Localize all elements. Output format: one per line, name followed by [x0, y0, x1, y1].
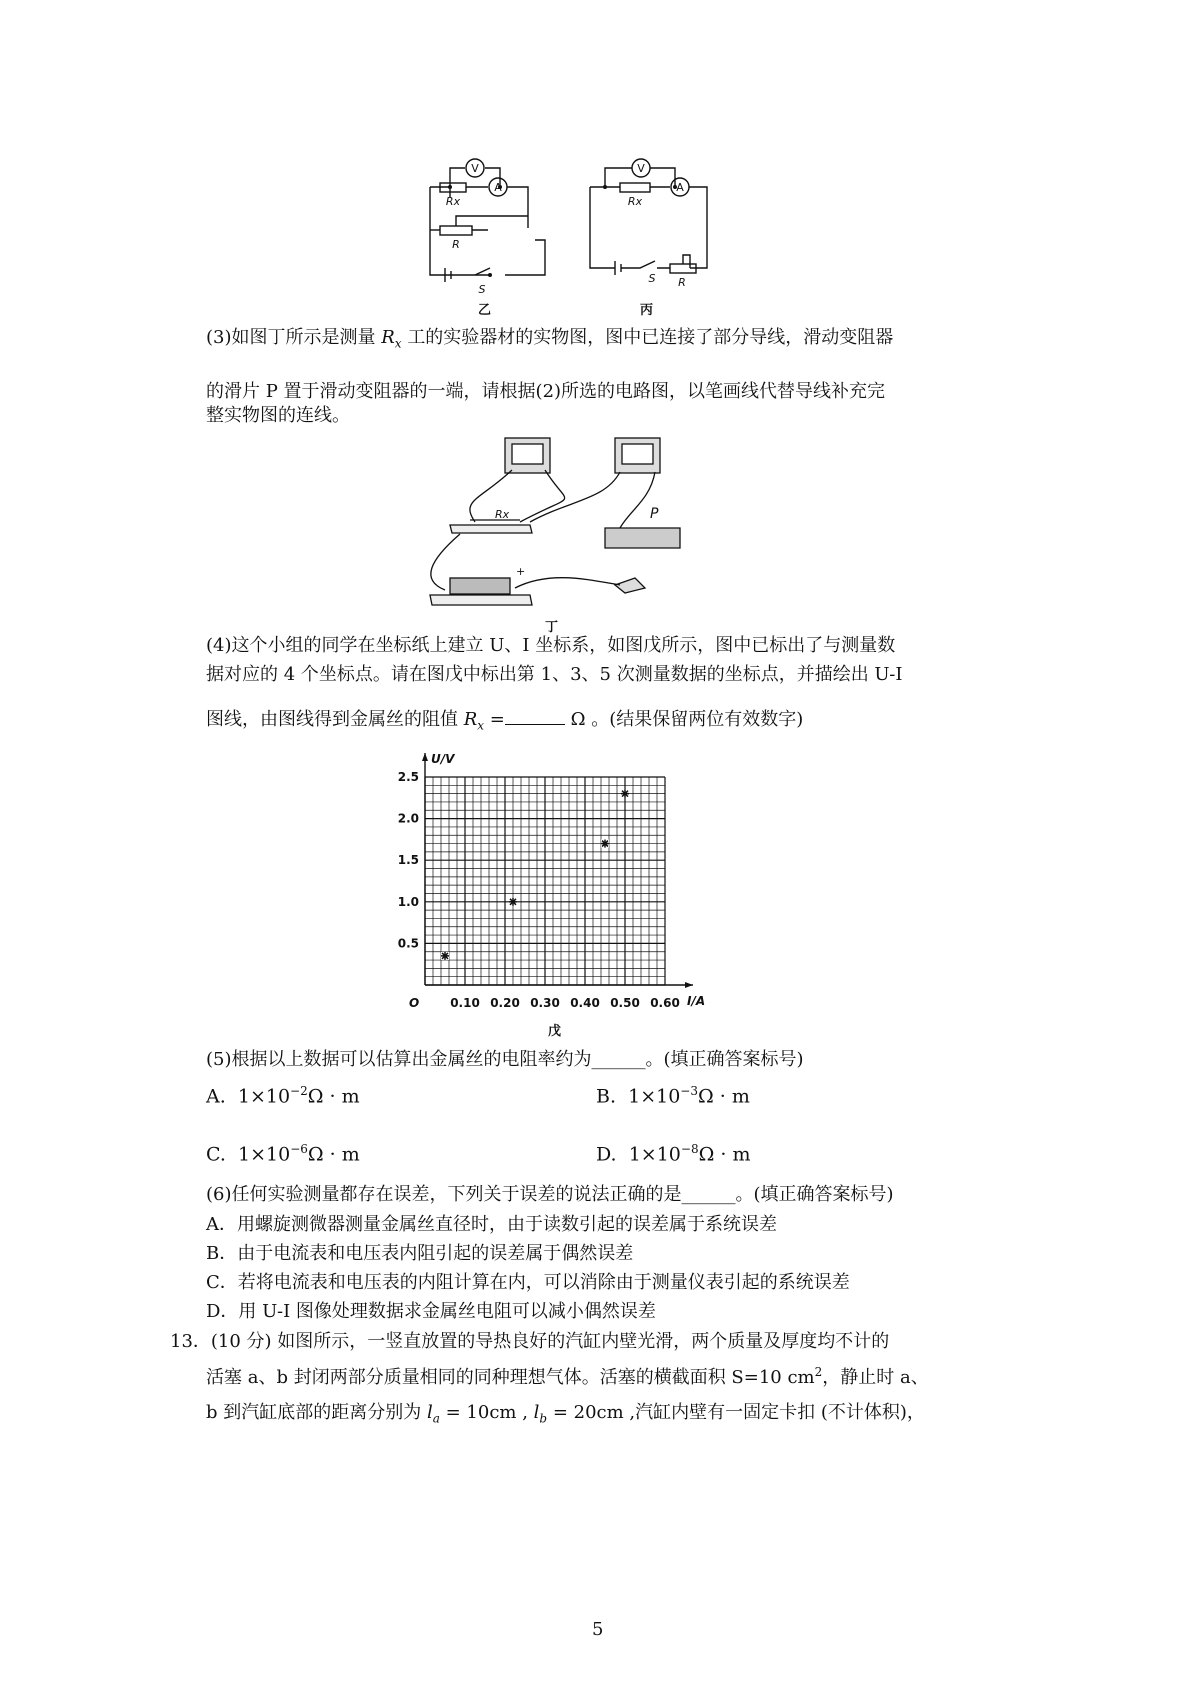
- q4-line3-part-b: Ω 。(结果保留两位有效数字): [570, 709, 804, 730]
- yi-r-label: R: [452, 238, 460, 251]
- option-base: 1×10: [628, 1143, 681, 1166]
- lb-subscript: b: [539, 1411, 548, 1426]
- yi-voltmeter-label: V: [471, 162, 479, 175]
- y-tick-label: 1.5: [397, 853, 419, 868]
- x-tick-label: 0.10: [450, 996, 480, 1010]
- q13-area-exponent: 2: [814, 1365, 823, 1379]
- q4-line3-part-a: 图线，由图线得到金属丝的阻值: [206, 709, 458, 730]
- x-tick-label: 0.30: [530, 996, 560, 1010]
- option-unit: Ω · m: [307, 1085, 360, 1108]
- q3-line1-part-b: 工的实验器材的实物图，图中已连接了部分导线，滑动变阻器: [407, 327, 894, 348]
- q6-option-c[interactable]: C．若将电流表和电压表的内阻计算在内，可以消除由于测量仪表引起的系统误差: [206, 1272, 850, 1293]
- q5-stem: (5)根据以上数据可以估算出金属丝的电阻率约为______。(填正确答案标号): [206, 1049, 804, 1070]
- q13-line3-part-a: b 到汽缸底部的距离分别为: [206, 1402, 422, 1423]
- apparatus-plus-label: +: [516, 565, 526, 578]
- x-tick-label: 0.20: [490, 996, 520, 1010]
- q5-option-b[interactable]: [596, 1084, 750, 1107]
- ui-chart: [385, 748, 730, 1018]
- apparatus-p-label: P: [650, 506, 659, 522]
- option-exponent: −2: [290, 1084, 308, 1098]
- rx-symbol: $R_x$: [381, 327, 402, 351]
- apparatus-rx-label: Rx: [495, 508, 510, 521]
- option-exponent: −6: [290, 1142, 308, 1156]
- data-point: [509, 898, 517, 906]
- bing-r-label: R: [678, 276, 686, 289]
- x-tick-label: 0.60: [650, 996, 680, 1010]
- x-tick-label: 0.40: [570, 996, 600, 1010]
- q6-stem: (6)任何实验测量都存在误差，下列关于误差的说法正确的是______。(填正确答案标号): [206, 1184, 894, 1205]
- q4-line3: 图线，由图线得到金属丝的阻值 $R_x = \Omega$ 。(结果保留两位有效数字): [206, 706, 803, 738]
- y-tick-label: 1.0: [397, 894, 419, 909]
- y-axis-arrow: [422, 753, 428, 761]
- q13-line2-part-b: ，静止时 a、: [822, 1367, 929, 1388]
- figure-ding-caption: 丁: [545, 620, 559, 635]
- origin-label: O: [409, 996, 420, 1010]
- option-label: B.: [596, 1085, 617, 1108]
- chart-axes: [422, 753, 693, 988]
- resistance-answer-blank[interactable]: [505, 706, 565, 725]
- q13-line1: 13．(10 分) 如图所示，一竖直放置的导热良好的汽缸内壁光滑，两个质量及厚度均不计的: [170, 1331, 890, 1352]
- q5-option-a[interactable]: [206, 1084, 360, 1107]
- figure-bing-caption: 丙: [640, 303, 654, 318]
- q13-line3-part-b: ,汽缸内壁有一固定卡扣 (不计体积)，: [623, 1402, 925, 1423]
- yi-s-label: S: [478, 283, 486, 296]
- q6-option-a[interactable]: A．用螺旋测微器测量金属丝直径时，由于读数引起的误差属于系统误差: [206, 1214, 777, 1235]
- q3-line2: 的滑片 P 置于滑动变阻器的一端，请根据(2)所选的电路图，以笔画线代替导线补充完: [206, 381, 886, 402]
- chart-ticks: [398, 752, 705, 1010]
- q13-line3: [206, 1401, 925, 1431]
- lb-value: = 20cm: [547, 1402, 624, 1423]
- y-tick-label: 0.5: [397, 936, 419, 951]
- option-unit: Ω · m: [698, 1143, 751, 1166]
- option-base: 1×10: [238, 1143, 291, 1166]
- q6-option-b[interactable]: B．由于电流表和电压表内阻引起的误差属于偶然误差: [206, 1243, 634, 1264]
- la-subscript: a: [432, 1411, 440, 1426]
- y-tick-label: 2.0: [397, 811, 419, 826]
- lb-symbol: [533, 1402, 548, 1426]
- page-number: 5: [592, 1619, 604, 1640]
- option-unit: Ω · m: [698, 1085, 750, 1108]
- option-label: A.: [206, 1085, 226, 1108]
- y-tick-label: 2.5: [397, 770, 419, 784]
- data-point: [621, 790, 629, 798]
- bing-ammeter-label: A: [676, 181, 684, 194]
- rx-symbol: $R_x$: [463, 709, 485, 733]
- q5-option-c[interactable]: [206, 1142, 360, 1165]
- yi-rx-label: Rx: [445, 195, 461, 208]
- x-axis-label: I/A: [687, 994, 706, 1008]
- lb-letter: l: [533, 1402, 540, 1423]
- la-symbol: [426, 1402, 440, 1426]
- q13-line2: [206, 1360, 929, 1390]
- q6-option-d[interactable]: D．用 U-I 图像处理数据求金属丝电阻可以减小偶然误差: [206, 1301, 656, 1322]
- la-letter: l: [426, 1402, 433, 1423]
- chart-grid: [425, 777, 665, 985]
- q4-line1: (4)这个小组的同学在坐标纸上建立 U、I 坐标系，如图戊所示，图中已标出了与测量数: [206, 635, 896, 656]
- q3-line1-part-a: (3)如图丁所示是测量: [206, 327, 376, 348]
- option-base: 1×10: [237, 1085, 291, 1108]
- yi-ammeter-label: A: [494, 181, 502, 194]
- x-tick-label: 0.50: [610, 996, 640, 1010]
- q3-line1: [206, 326, 893, 356]
- option-label: D.: [596, 1143, 617, 1166]
- y-axis-label: U/V: [431, 752, 455, 766]
- bing-voltmeter-label: V: [637, 162, 645, 175]
- figure-wu-caption: 戊: [548, 1024, 562, 1039]
- bing-s-label: S: [648, 272, 656, 285]
- bing-rx-label: Rx: [627, 195, 643, 208]
- circuit-diagrams: [420, 150, 790, 310]
- figure-yi-caption: 乙: [478, 303, 492, 318]
- data-point: [601, 840, 609, 848]
- x-axis-arrow: [685, 982, 693, 988]
- q5-option-d[interactable]: [596, 1142, 750, 1165]
- q13-line2-part-a: 活塞 a、b 封闭两部分质量相同的同种理想气体。活塞的横截面积 S=10 cm: [206, 1367, 815, 1388]
- option-unit: Ω · m: [307, 1143, 360, 1166]
- option-base: 1×10: [628, 1085, 681, 1108]
- option-exponent: −3: [680, 1084, 698, 1098]
- la-value: = 10cm ,: [439, 1402, 534, 1423]
- q4-line2: 据对应的 4 个坐标点。请在图戊中标出第 1、3、5 次测量数据的坐标点，并描绘出 U-I: [206, 664, 903, 685]
- option-label: C.: [206, 1143, 226, 1166]
- data-point: [441, 952, 449, 960]
- option-exponent: −8: [680, 1142, 699, 1156]
- q3-line3: 整实物图的连线。: [206, 405, 350, 426]
- apparatus-figure: [420, 430, 740, 620]
